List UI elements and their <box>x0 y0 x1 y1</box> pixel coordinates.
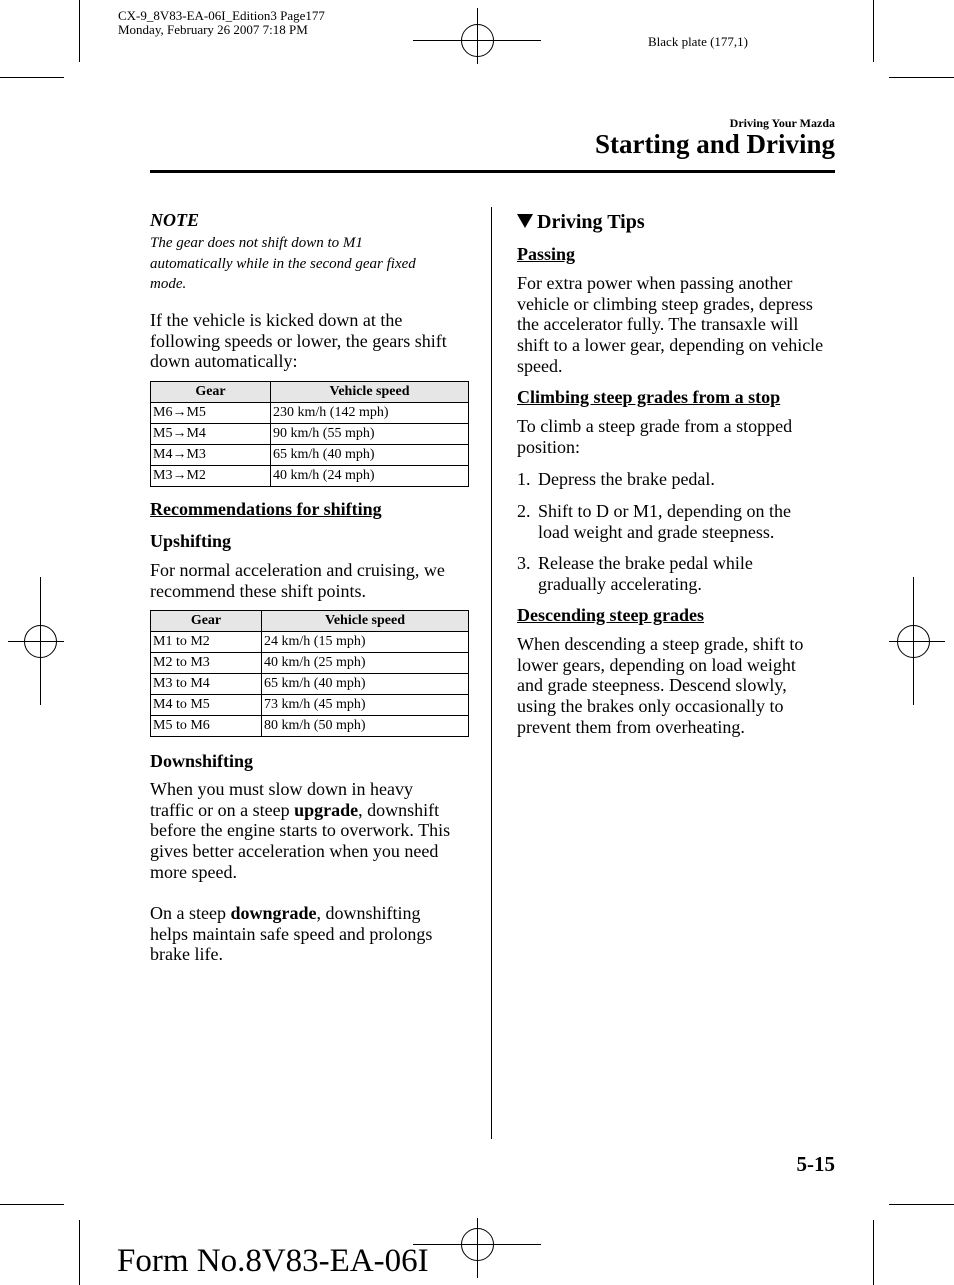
note-title: NOTE <box>150 210 199 230</box>
table-row: M3 to M4 65 km/h (40 mph) <box>151 674 469 695</box>
table-header-gear: Gear <box>151 382 271 403</box>
triangle-down-icon <box>517 214 533 228</box>
table-row: M4 to M5 73 km/h (45 mph) <box>151 695 469 716</box>
table-row: M1 to M2 24 km/h (15 mph) <box>151 632 469 653</box>
title-rule <box>150 170 835 173</box>
recommendations-heading: Recommendations for shifting <box>150 499 382 519</box>
plate-label: Black plate (177,1) <box>648 34 748 49</box>
driving-tips-heading: Driving Tips <box>517 211 645 234</box>
table-row: M5→M4 90 km/h (55 mph) <box>151 424 469 445</box>
chapter-label: Driving Your Mazda <box>729 116 835 130</box>
doc-id: CX-9_8V83-EA-06I_Edition3 Page177 <box>118 8 325 23</box>
form-number: Form No.8V83-EA-06I <box>117 1243 429 1279</box>
table-row: M4→M3 65 km/h (40 mph) <box>151 445 469 466</box>
list-item: 1. Depress the brake pedal. <box>517 469 715 489</box>
table-row: M2 to M3 40 km/h (25 mph) <box>151 653 469 674</box>
upshifting-paragraph: For normal acceleration and cruising, we recommend these shift points. <box>150 560 445 601</box>
climbing-paragraph: To climb a steep grade from a stopped position: <box>517 416 793 457</box>
table-row: M3→M2 40 km/h (24 mph) <box>151 466 469 487</box>
passing-paragraph: For extra power when passing another vehicle or climbing steep grades, depress the accelerator fully. The transaxle will shift to a lower gear, depending on vehicle speed. <box>517 273 824 376</box>
page-title: Starting and Driving <box>594 129 835 159</box>
table-row: M6→M5 230 km/h (142 mph) <box>151 403 469 424</box>
kickdown-table <box>150 381 469 487</box>
descending-heading: Descending steep grades <box>517 605 704 625</box>
table-header-gear: Gear <box>151 611 262 632</box>
print-timestamp: Monday, February 26 2007 7:18 PM <box>118 22 308 37</box>
climbing-heading: Climbing steep grades from a stop <box>517 387 781 407</box>
list-item: 3. Release the brake pedal while gradually accelerating. <box>517 553 753 594</box>
upshifting-heading: Upshifting <box>150 531 232 551</box>
page-number: 5-15 <box>796 1152 835 1176</box>
table-row: M5 to M6 80 km/h (50 mph) <box>151 716 469 737</box>
column-divider <box>491 207 492 1139</box>
downgrade-paragraph: On a steep downgrade, downshifting helps maintain safe speed and prolongs brake life. <box>150 903 433 965</box>
shift-points-table <box>150 610 469 737</box>
passing-heading: Passing <box>517 244 576 264</box>
downshifting-heading: Downshifting <box>150 751 254 771</box>
table-header-speed: Vehicle speed <box>262 611 469 632</box>
list-item: 2. Shift to D or M1, depending on the load weight and grade steepness. <box>517 501 791 542</box>
downshifting-paragraph: When you must slow down in heavy traffic or on a steep upgrade, downshift before the engine starts to overwork. This gives better acceleration when you need more speed. <box>150 779 451 882</box>
table-header-speed: Vehicle speed <box>271 382 469 403</box>
kickdown-paragraph: If the vehicle is kicked down at the following speeds or lower, the gears shift down automatically: <box>150 310 447 372</box>
descending-paragraph: When descending a steep grade, shift to lower gears, depending on load weight and grade steepness. Descend slowly, using the brakes only occasionally to prevent them from overheating. <box>517 634 804 737</box>
note-text: The gear does not shift down to M1 automatically while in the second gear fixed mode. <box>150 235 416 292</box>
